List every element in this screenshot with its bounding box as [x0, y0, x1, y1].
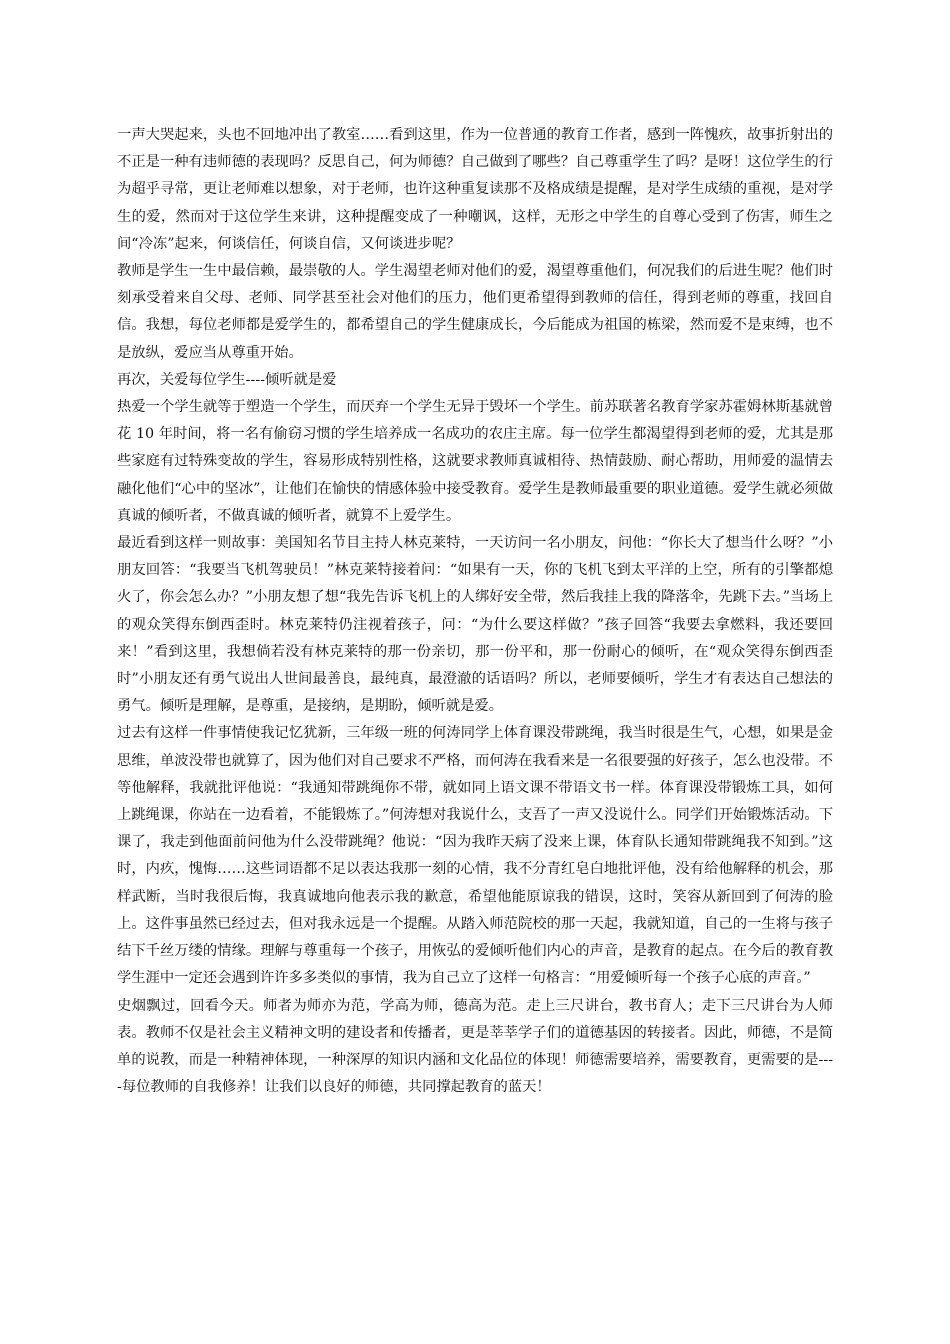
section-heading: 再次，关爱每位学生----倾听就是爱 — [117, 371, 337, 388]
document-body — [117, 122, 833, 1101]
paragraph-2: 教师是学生一生中最信赖，最崇敬的人。学生渴望老师对他们的爱，渴望尊重他们，何况我们的后进生呢？他们时刻承受着来自父母、老师、同学甚至社会对他们的压力，他们更希望得到教师的信任，得到老师的尊重，找回自信。我想，每位老师都是爱学生的，都希望自己的学生健康成长，今后能成为祖国的栋梁，然而爱不是束缚，也不是放纵，爱应当从尊重开始。 — [117, 263, 833, 361]
paragraph-3: 热爱一个学生就等于塑造一个学生，而厌弃一个学生无异于毁坏一个学生。前苏联著名教育学家苏霍姆林斯基就曾花 10 年时间，将一名有偷窃习惯的学生培养成一名成功的农庄主席。每一位学生都渴望得到老师的爱，尤其是那些家庭有过特殊变故的学生，容易形成特别性格，这就要求教师真诚相待、热情鼓励、耐心帮助，用师爱的温情去融化他们“心中的坚冰”，让他们在愉快的情感体验中接受教育。爱学生是教师最重要的职业道德。爱学生就必须做真诚的倾听者，不做真诚的倾听者，就算不上爱学生。 — [117, 399, 833, 524]
paragraph-6: 史烟飘过，回看今天。师者为师亦为范，学高为师，德高为范。走上三尺讲台，教书育人；走下三尺讲台为人师表。教师不仅是社会主义精神文明的建设者和传播者，更是莘莘学子们的道德基因的转接者。因此，师德，不是简单的说教，而是一种精神体现，一种深厚的知识内涵和文化品位的体现！师德需要培养，需要教育，更需要的是----每位教师的自我修养！让我们以良好的师德，共同撑起教育的蓝天！ — [117, 997, 833, 1096]
paragraph-5: 过去有这样一件事情使我记忆犹新，三年级一班的何涛同学上体育课没带跳绳，我当时很是生气，心想，如果是金思维，单波没带也就算了，因为他们对自己要求不严格，而何涛在我看来是一名很要强的好孩子，怎么也没带。不等他解释，我就批评他说：“我通知带跳绳你不带，就如同上语文课不带语文书一样。体育课没带锻炼工具，如何上跳绳课，你站在一边看着，不能锻炼了。”何涛想对我说什么，支吾了一声又没说什么。同学们开始锻炼活动。下课了，我走到他面前问他为什么没带跳绳？他说：“因为我昨天病了没来上课，体育队长通知带跳绳我不知到。”这时，内疚，愧悔……这些词语都不足以表达我那一刻的心情，我不分青红皂白地批评他，没有给他解释的机会，那样武断，当时我很后悔，我真诚地向他表示我的歉意，希望他能原谅我的错误，这时，笑容从新回到了何涛的脸上。这件事虽然已经过去，但对我永远是一个提醒。从踏入师范院校的那一天起，我就知道，自己的一生将与孩子结下千丝万缕的情缘。理解与尊重每一个孩子，用恢弘的爱倾听他们内心的声音，是教育的起点。在今后的教育教学生涯中一定还会遇到许许多多类似的事情，我为自己立了这样一句格言：“用爱倾听每一个孩子心底的声音。” — [117, 725, 833, 987]
paragraph-4: 最近看到这样一则故事：美国知名节目主持人林克莱特，一天访问一名小朋友，问他：“你长大了想当什么呀？”小朋友回答：“我要当飞机驾驶员！”林克莱特接着问：“如果有一天，你的飞机飞到太平洋的上空，所有的引擎都熄火了，你会怎么办？”小朋友想了想“我先告诉飞机上的人绑好安全带，然后我挂上我的降落伞，先跳下去。”当场上的观众笑得东倒西歪时。林克莱特仍注视着孩子，问：“为什么要这样做？”孩子回答“我要去拿燃料，我还要回来！”看到这里，我想倘若没有林克莱特的那一份亲切，那一份平和，那一份耐心的倾听，在“观众笑得东倒西歪时”小朋友还有勇气说出人世间最善良，最纯真，最澄澈的话语吗？所以，老师要倾听，学生才有表达自己想法的勇气。倾听是理解，是尊重，是接纳，是期盼，倾听就是爱。 — [117, 535, 833, 715]
paragraph-1: 一声大哭起来，头也不回地冲出了教室……看到这里，作为一位普通的教育工作者，感到一阵愧疚，故事折射出的不正是一种有违师德的表现吗？反思自己，何为师德？自己做到了哪些？自己尊重学生了吗？是呀！这位学生的行为超乎寻常，更让老师难以想象，对于老师，也许这种重复读那不及格成绩是提醒，是对学生成绩的重视，是对学生的爱，然而对于这位学生来讲，这种提醒变成了一种嘲讽，这样，无形之中学生的自尊心受到了伤害，师生之间“冷冻”起来，何谈信任，何谈自信，又何谈进步呢？ — [117, 127, 833, 252]
